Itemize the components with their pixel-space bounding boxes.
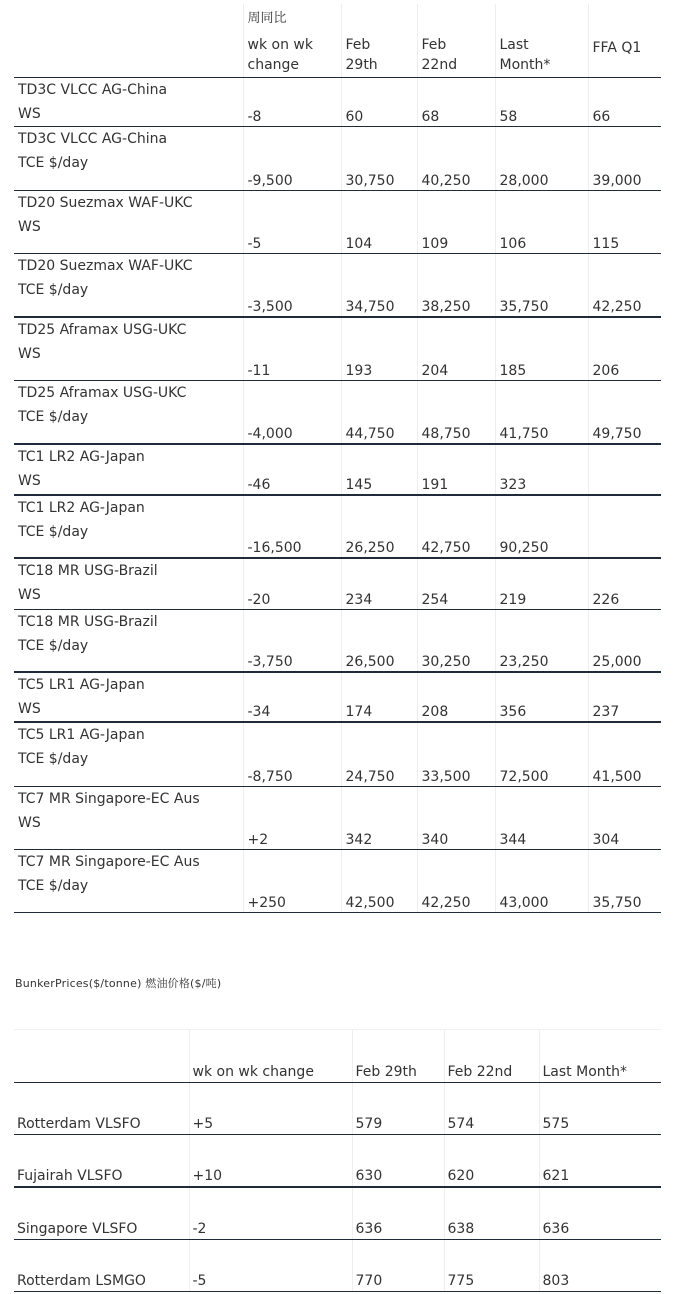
value-cell-wow [243, 672, 341, 722]
value-cell-last-month [495, 849, 588, 912]
header-feb22-line1: Feb [421, 36, 447, 53]
bunker-cell-port: Rotterdam LSMGO [14, 1240, 189, 1292]
bunker-cell-last-month: 621 [539, 1135, 661, 1188]
table-row [14, 126, 661, 190]
bunker-cell-last-month: 636 [539, 1187, 661, 1240]
value-cell-ffa [588, 190, 661, 253]
route-cell [14, 672, 243, 722]
value-cell-feb22 [417, 380, 495, 444]
route-cell [14, 253, 243, 317]
value-ffa: 115 [592, 235, 620, 252]
bunker-cell-last-month: 803 [539, 1240, 661, 1292]
value-feb29: 42,500 [345, 894, 395, 911]
bunker-caption: BunkerPrices($/tonne) 燃油价格($/吨) [15, 977, 222, 990]
bunker-cell-feb29: 636 [352, 1187, 444, 1240]
route-unit: TCE $/day [18, 637, 89, 654]
value-cell-ffa [588, 672, 661, 722]
value-last-month: 58 [499, 108, 518, 125]
header-last-month-line1: Last [499, 36, 529, 53]
value-cell-ffa [588, 609, 661, 672]
route-unit: WS [18, 473, 41, 489]
value-cell-feb29 [341, 126, 417, 190]
value-cell-feb22 [417, 253, 495, 317]
value-cell-wow [243, 126, 341, 190]
value-cell-feb22 [417, 786, 495, 849]
route-cell [14, 722, 243, 786]
value-ffa: 25,000 [592, 654, 642, 670]
value-cell-feb29 [341, 190, 417, 253]
value-cell-last-month [495, 609, 588, 672]
value-cell-ffa [588, 558, 661, 609]
route-cell [14, 444, 243, 495]
header-wow [243, 4, 341, 77]
table-row [14, 444, 661, 495]
freight-header-row [14, 4, 661, 77]
header-wow-cn: 周同比 [247, 10, 287, 26]
value-ffa: 49,750 [592, 426, 642, 442]
value-cell-ffa [588, 253, 661, 317]
value-feb29: 26,250 [345, 540, 395, 556]
value-cell-ffa [588, 786, 661, 849]
value-cell-feb29 [341, 380, 417, 444]
header-ffa [588, 4, 661, 77]
value-feb29: 193 [345, 362, 373, 379]
header-feb22-line2: 22nd [421, 56, 458, 73]
route-cell [14, 609, 243, 672]
value-last-month: 28,000 [499, 172, 549, 189]
route-cell [14, 126, 243, 190]
header-feb29-line2: 29th [345, 56, 378, 73]
route-name: TC5 LR1 AG-Japan [18, 677, 145, 693]
value-cell-last-month [495, 558, 588, 609]
value-cell-feb22 [417, 77, 495, 126]
value-cell-ffa [588, 444, 661, 495]
value-wow: -11 [247, 362, 271, 379]
value-wow: -8,750 [247, 768, 293, 785]
value-last-month: 356 [499, 704, 527, 720]
table-row [14, 495, 661, 558]
table-row [14, 1240, 661, 1292]
route-cell [14, 190, 243, 253]
value-feb29: 44,750 [345, 426, 395, 442]
value-cell-last-month [495, 495, 588, 558]
value-feb22: 68 [421, 108, 440, 125]
table-row [14, 722, 661, 786]
route-name: TC1 LR2 AG-Japan [18, 449, 145, 465]
route-unit: WS [18, 218, 41, 235]
value-last-month: 72,500 [499, 768, 549, 785]
route-cell [14, 380, 243, 444]
table-row [14, 786, 661, 849]
route-unit: WS [18, 346, 41, 362]
value-cell-feb29 [341, 77, 417, 126]
value-feb29: 34,750 [345, 299, 395, 315]
value-cell-feb29 [341, 495, 417, 558]
value-cell-feb22 [417, 444, 495, 495]
route-name: TD20 Suezmax WAF-UKC [18, 257, 193, 274]
value-feb29: 24,750 [345, 768, 395, 785]
route-name: TC5 LR1 AG-Japan [18, 727, 145, 743]
bunker-header-empty [14, 1030, 189, 1083]
value-cell-last-month [495, 317, 588, 380]
value-ffa: 237 [592, 704, 620, 720]
value-feb22: 254 [421, 591, 449, 608]
value-cell-wow [243, 609, 341, 672]
value-cell-feb29 [341, 609, 417, 672]
value-cell-wow [243, 253, 341, 317]
value-cell-ffa [588, 77, 661, 126]
value-cell-wow [243, 722, 341, 786]
bunker-cell-wow: +10 [189, 1135, 352, 1188]
value-wow: -34 [247, 704, 271, 720]
value-cell-last-month [495, 722, 588, 786]
value-ffa: 35,750 [592, 894, 642, 911]
value-cell-feb29 [341, 849, 417, 912]
value-cell-feb22 [417, 849, 495, 912]
table-row [14, 317, 661, 380]
route-name: TC18 MR USG-Brazil [18, 613, 158, 630]
value-wow: -9,500 [247, 172, 293, 189]
route-cell [14, 786, 243, 849]
value-feb22: 33,500 [421, 768, 471, 785]
freight-table-body [14, 4, 661, 912]
value-cell-feb29 [341, 558, 417, 609]
value-last-month: 106 [499, 235, 527, 252]
value-cell-feb22 [417, 317, 495, 380]
header-wow-line1: wk on wk [247, 36, 313, 53]
value-cell-feb22 [417, 126, 495, 190]
value-wow: -5 [247, 235, 262, 252]
freight-rates-table [14, 4, 661, 913]
bunker-table-body [14, 1030, 661, 1292]
header-feb22 [417, 4, 495, 77]
value-feb22: 42,750 [421, 540, 471, 556]
value-cell-feb22 [417, 609, 495, 672]
header-wow-line2: change [247, 56, 300, 73]
bunker-cell-port: Fujairah VLSFO [14, 1135, 189, 1188]
value-feb22: 48,750 [421, 426, 471, 442]
value-cell-feb22 [417, 558, 495, 609]
header-last-month [495, 4, 588, 77]
value-wow: -16,500 [247, 540, 302, 556]
value-last-month: 41,750 [499, 426, 549, 442]
value-last-month: 35,750 [499, 299, 549, 315]
value-feb29: 60 [345, 108, 364, 125]
value-last-month: 344 [499, 831, 527, 848]
bunker-prices-table [14, 1029, 661, 1292]
value-cell-ffa [588, 126, 661, 190]
value-cell-wow [243, 444, 341, 495]
value-cell-feb29 [341, 722, 417, 786]
value-cell-feb29 [341, 786, 417, 849]
header-empty-cell [14, 4, 243, 77]
value-ffa: 304 [592, 831, 620, 848]
table-row [14, 190, 661, 253]
value-cell-last-month [495, 77, 588, 126]
value-cell-last-month [495, 253, 588, 317]
table-row [14, 672, 661, 722]
value-cell-last-month [495, 444, 588, 495]
value-wow: -20 [247, 591, 271, 608]
value-cell-wow [243, 380, 341, 444]
route-unit: TCE $/day [18, 524, 89, 540]
header-ffa-line1: FFA Q1 [592, 40, 642, 56]
value-last-month: 219 [499, 591, 527, 608]
value-cell-wow [243, 786, 341, 849]
value-wow: -46 [247, 477, 271, 493]
bunker-cell-port: Singapore VLSFO [14, 1187, 189, 1240]
value-feb22: 42,250 [421, 894, 471, 911]
header-feb29 [341, 4, 417, 77]
bunker-cell-feb29: 579 [352, 1083, 444, 1135]
value-feb29: 342 [345, 831, 373, 848]
bunker-cell-wow: +5 [189, 1083, 352, 1135]
value-feb29: 26,500 [345, 654, 395, 670]
table-row [14, 849, 661, 912]
route-cell [14, 495, 243, 558]
route-unit: TCE $/day [18, 751, 89, 767]
value-ffa: 39,000 [592, 172, 642, 189]
bunker-cell-wow: -5 [189, 1240, 352, 1292]
route-unit: TCE $/day [18, 281, 89, 298]
value-cell-last-month [495, 380, 588, 444]
route-name: TD25 Aframax USG-UKC [18, 384, 187, 401]
value-ffa: 66 [592, 108, 611, 125]
value-wow: +2 [247, 831, 269, 848]
route-name: TD20 Suezmax WAF-UKC [18, 194, 193, 211]
bunker-cell-feb22: 638 [444, 1187, 539, 1240]
value-cell-wow [243, 495, 341, 558]
table-row [14, 1083, 661, 1135]
value-cell-feb29 [341, 253, 417, 317]
value-feb22: 204 [421, 362, 449, 379]
route-name: TC7 MR Singapore-EC Aus [18, 790, 200, 807]
bunker-cell-feb29: 630 [352, 1135, 444, 1188]
value-cell-ffa [588, 380, 661, 444]
table-row [14, 609, 661, 672]
bunker-cell-feb29: 770 [352, 1240, 444, 1292]
value-cell-feb22 [417, 672, 495, 722]
value-last-month: 23,250 [499, 654, 549, 670]
value-feb22: 191 [421, 477, 449, 493]
route-unit: WS [18, 814, 41, 831]
value-wow: -3,750 [247, 654, 293, 670]
value-cell-ffa [588, 317, 661, 380]
value-cell-wow [243, 190, 341, 253]
value-cell-ffa [588, 495, 661, 558]
value-cell-feb29 [341, 672, 417, 722]
route-unit: TCE $/day [18, 154, 89, 171]
value-feb22: 340 [421, 831, 449, 848]
route-cell [14, 849, 243, 912]
route-unit: TCE $/day [18, 408, 89, 425]
bunker-cell-feb22: 620 [444, 1135, 539, 1188]
table-row [14, 253, 661, 317]
value-wow: +250 [247, 894, 286, 911]
value-cell-feb22 [417, 722, 495, 786]
value-feb22: 208 [421, 704, 449, 720]
value-cell-feb29 [341, 317, 417, 380]
value-cell-wow [243, 317, 341, 380]
table-row [14, 558, 661, 609]
value-ffa [593, 556, 662, 557]
route-name: TD25 Aframax USG-UKC [18, 322, 187, 338]
table-row [14, 1135, 661, 1188]
route-unit: TCE $/day [18, 877, 89, 894]
route-name: TC7 MR Singapore-EC Aus [18, 853, 200, 870]
route-name: TC18 MR USG-Brazil [18, 563, 158, 579]
value-last-month: 43,000 [499, 894, 549, 911]
route-name: TC1 LR2 AG-Japan [18, 500, 145, 516]
value-feb22: 30,250 [421, 654, 471, 670]
route-unit: WS [18, 105, 41, 122]
value-cell-feb22 [417, 495, 495, 558]
value-feb29: 104 [345, 235, 373, 252]
table-row [14, 1187, 661, 1240]
value-feb22: 40,250 [421, 172, 471, 189]
value-wow: -3,500 [247, 299, 293, 315]
value-ffa [593, 493, 662, 494]
value-ffa: 206 [592, 362, 620, 379]
table-row [14, 77, 661, 126]
header-feb29-line1: Feb [345, 36, 371, 53]
bunker-header-feb22: Feb 22nd [444, 1030, 539, 1083]
value-cell-feb22 [417, 190, 495, 253]
bunker-cell-feb22: 574 [444, 1083, 539, 1135]
value-cell-last-month [495, 786, 588, 849]
route-cell [14, 558, 243, 609]
value-feb22: 38,250 [421, 299, 471, 315]
value-ffa: 226 [592, 591, 620, 608]
value-cell-last-month [495, 126, 588, 190]
bunker-cell-feb22: 775 [444, 1240, 539, 1292]
header-last-month-line2: Month* [499, 56, 551, 73]
value-cell-wow [243, 77, 341, 126]
value-cell-feb29 [341, 444, 417, 495]
value-cell-ffa [588, 849, 661, 912]
route-cell [14, 77, 243, 126]
value-ffa: 42,250 [592, 299, 642, 315]
value-last-month: 185 [499, 362, 527, 379]
value-wow: -4,000 [247, 426, 293, 442]
route-unit: WS [18, 587, 41, 603]
bunker-header-row [14, 1030, 661, 1083]
bunker-cell-wow: -2 [189, 1187, 352, 1240]
table-row [14, 380, 661, 444]
bunker-cell-port: Rotterdam VLSFO [14, 1083, 189, 1135]
value-feb29: 174 [345, 704, 373, 720]
value-feb29: 145 [345, 477, 373, 493]
value-cell-last-month [495, 672, 588, 722]
value-last-month: 90,250 [499, 540, 549, 556]
value-cell-ffa [588, 722, 661, 786]
value-feb22: 109 [421, 235, 449, 252]
value-feb29: 30,750 [345, 172, 395, 189]
route-cell [14, 317, 243, 380]
route-name: TD3C VLCC AG-China [18, 81, 168, 98]
value-cell-last-month [495, 190, 588, 253]
route-name: TD3C VLCC AG-China [18, 130, 168, 147]
value-last-month: 323 [499, 477, 527, 493]
value-wow: -8 [247, 108, 262, 125]
value-ffa: 41,500 [592, 768, 642, 785]
value-feb29: 234 [345, 591, 373, 608]
value-cell-wow [243, 849, 341, 912]
route-unit: WS [18, 701, 41, 717]
bunker-cell-last-month: 575 [539, 1083, 661, 1135]
bunker-header-feb29: Feb 29th [352, 1030, 444, 1083]
bunker-header-wow: wk on wk change [189, 1030, 352, 1083]
bunker-header-last-month: Last Month* [539, 1030, 661, 1083]
value-cell-wow [243, 558, 341, 609]
